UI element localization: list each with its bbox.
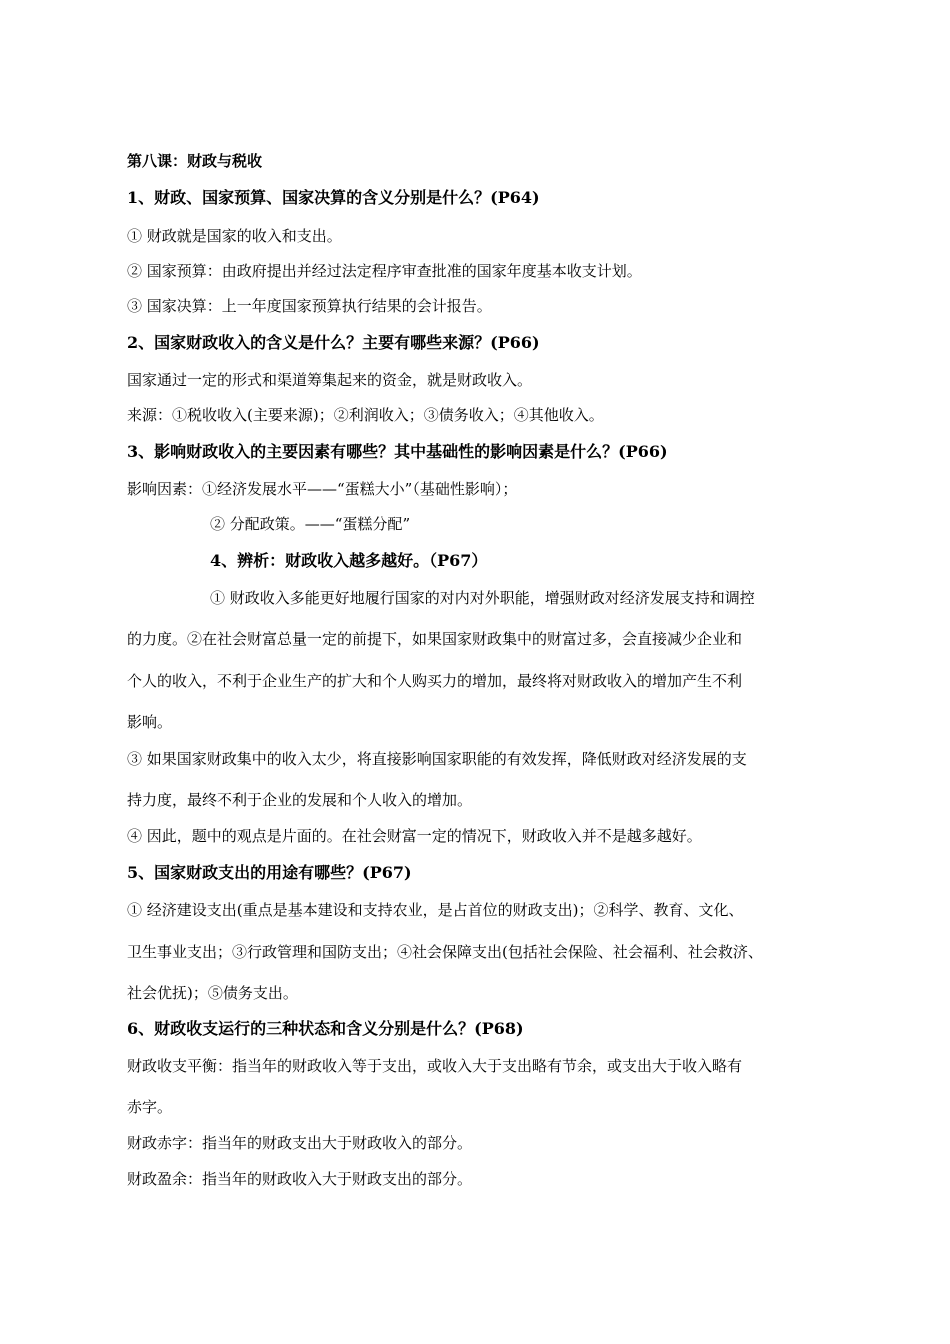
question-5-heading: 5、国家财政支出的用途有哪些？(P67) bbox=[127, 863, 412, 882]
question-2-line: 来源：①税收收入(主要来源)；②利润收入；③债务收入；④其他收入。 bbox=[127, 406, 604, 424]
question-4-line: 影响。 bbox=[127, 713, 173, 731]
question-1-heading: 1、财政、国家预算、国家决算的含义分别是什么？(P64) bbox=[127, 188, 540, 207]
question-1-line: ① 财政就是国家的收入和支出。 bbox=[127, 227, 342, 245]
question-1-line: ② 国家预算：由政府提出并经过法定程序审查批准的国家年度基本收支计划。 bbox=[127, 262, 642, 280]
question-5-line: 卫生事业支出；③行政管理和国防支出；④社会保障支出(包括社会保险、社会福利、社会救济、 bbox=[127, 943, 763, 961]
question-4-line: 个人的收入，不利于企业生产的扩大和个人购买力的增加，最终将对财政收入的增加产生不利 bbox=[127, 672, 743, 690]
question-4-line: 的力度。②在社会财富总量一定的前提下，如果国家财政集中的财富过多，会直接减少企业和 bbox=[127, 630, 743, 648]
lesson-title: 第八课：财政与税收 bbox=[127, 152, 263, 170]
question-4-line: ③ 如果国家财政集中的收入太少，将直接影响国家职能的有效发挥，降低财政对经济发展的支 bbox=[127, 750, 747, 768]
question-6-line: 赤字。 bbox=[127, 1098, 173, 1116]
question-1-line: ③ 国家决算：上一年度国家预算执行结果的会计报告。 bbox=[127, 297, 492, 315]
question-3-line: 影响因素：①经济发展水平——“蛋糕大小”（基础性影响）； bbox=[127, 480, 518, 498]
question-4-line: ④ 因此，题中的观点是片面的。在社会财富一定的情况下，财政收入并不是越多越好。 bbox=[127, 827, 702, 845]
question-4-heading: 4、辨析：财政收入越多越好。（P67） bbox=[210, 551, 488, 570]
question-6-line: 财政收支平衡：指当年的财政收入等于支出，或收入大于支出略有节余，或支出大于收入略有 bbox=[127, 1057, 743, 1075]
question-3-heading: 3、影响财政收入的主要因素有哪些？其中基础性的影响因素是什么？(P66) bbox=[127, 442, 668, 461]
question-6-heading: 6、财政收支运行的三种状态和含义分别是什么？(P68) bbox=[127, 1019, 524, 1038]
question-4-line: 持力度，最终不利于企业的发展和个人收入的增加。 bbox=[127, 791, 473, 809]
question-6-line: 财政盈余：指当年的财政收入大于财政支出的部分。 bbox=[127, 1170, 473, 1188]
question-6-line: 财政赤字：指当年的财政支出大于财政收入的部分。 bbox=[127, 1134, 473, 1152]
question-2-heading: 2、国家财政收入的含义是什么？主要有哪些来源？(P66) bbox=[127, 333, 540, 352]
question-5-line: ① 经济建设支出(重点是基本建设和支持农业，是占首位的财政支出)；②科学、教育、文化、 bbox=[127, 901, 744, 919]
question-4-line: ① 财政收入多能更好地履行国家的对内对外职能，增强财政对经济发展支持和调控 bbox=[210, 589, 755, 607]
question-5-line: 社会优抚)；⑤债务支出。 bbox=[127, 984, 298, 1002]
question-3-line: ② 分配政策。——“蛋糕分配” bbox=[210, 515, 411, 533]
question-2-line: 国家通过一定的形式和渠道筹集起来的资金，就是财政收入。 bbox=[127, 371, 533, 389]
